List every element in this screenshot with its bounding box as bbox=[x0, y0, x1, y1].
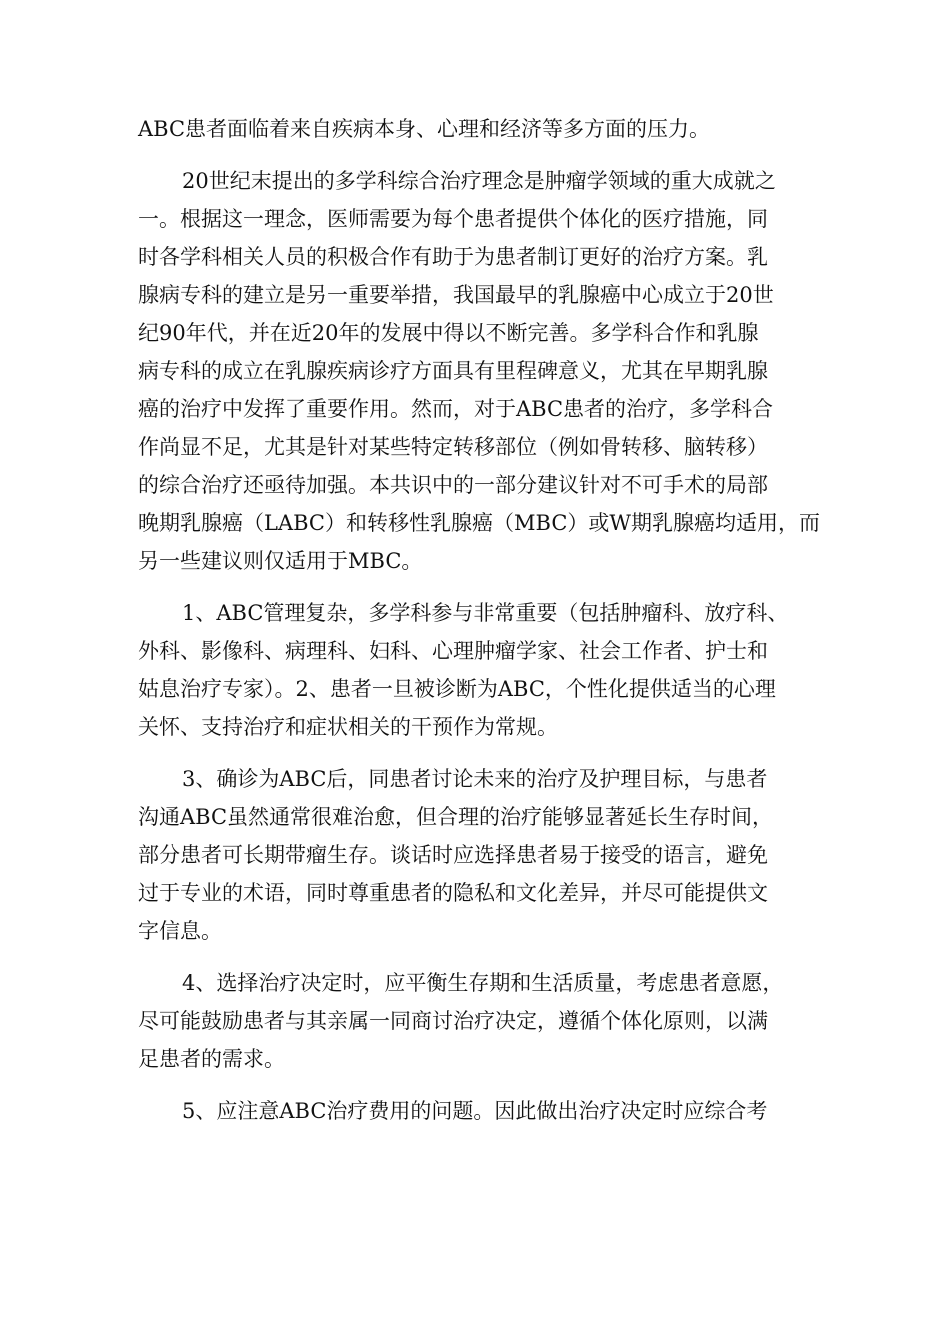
text-line: 3、确诊为ABC后，同患者讨论未来的治疗及护理目标，与患者 bbox=[182, 767, 768, 791]
text-line: 另一些建议则仅适用于MBC。 bbox=[138, 549, 423, 573]
text-line: 晚期乳腺癌（LABC）和转移性乳腺癌（MBC）或W期乳腺癌均适用，而 bbox=[138, 511, 820, 535]
paragraph-0 bbox=[138, 110, 816, 148]
text-line: 外科、影像科、病理科、妇科、心理肿瘤学家、社会工作者、护士和 bbox=[138, 639, 768, 663]
paragraph-1 bbox=[138, 162, 820, 580]
text-line: 尽可能鼓励患者与其亲属一同商讨治疗决定，遵循个体化原则，以满 bbox=[138, 1009, 768, 1033]
text-line: 作尚显不足，尤其是针对某些特定转移部位（例如骨转移、脑转移） bbox=[138, 435, 768, 459]
text-line: 1、ABC管理复杂，多学科参与非常重要（包括肿瘤科、放疗科、 bbox=[182, 601, 789, 625]
text-line: 的综合治疗还亟待加强。本共识中的一部分建议针对不可手术的局部 bbox=[138, 473, 768, 497]
text-line: 腺病专科的建立是另一重要举措，我国最早的乳腺癌中心成立于20世 bbox=[138, 283, 774, 307]
text-line: ABC患者面临着来自疾病本身、心理和经济等多方面的压力。 bbox=[138, 117, 711, 141]
text-line: 过于专业的术语，同时尊重患者的隐私和文化差异，并尽可能提供文 bbox=[138, 881, 768, 905]
text-line: 20世纪末提出的多学科综合治疗理念是肿瘤学领域的重大成就之 bbox=[182, 169, 776, 193]
text-line: 时各学科相关人员的积极合作有助于为患者制订更好的治疗方案。乳 bbox=[138, 245, 768, 269]
text-line: 足患者的需求。 bbox=[138, 1047, 285, 1071]
text-line: 一。根据这一理念，医师需要为每个患者提供个体化的医疗措施，同 bbox=[138, 207, 768, 231]
document-body bbox=[138, 110, 820, 1130]
text-line: 纪90年代，并在近20年的发展中得以不断完善。多学科合作和乳腺 bbox=[138, 321, 759, 345]
text-line: 关怀、支持治疗和症状相关的干预作为常规。 bbox=[138, 715, 558, 739]
text-line: 部分患者可长期带瘤生存。谈话时应选择患者易于接受的语言，避免 bbox=[138, 843, 768, 867]
text-line: 字信息。 bbox=[138, 919, 222, 943]
text-line: 姑息治疗专家）。2、患者一旦被诊断为ABC，个性化提供适当的心理 bbox=[138, 677, 776, 701]
paragraph-5 bbox=[138, 1092, 816, 1130]
paragraph-3 bbox=[138, 760, 816, 950]
text-line: 沟通ABC虽然通常很难治愈，但合理的治疗能够显著延长生存时间， bbox=[138, 805, 774, 829]
paragraph-2 bbox=[138, 594, 816, 746]
text-line: 癌的治疗中发挥了重要作用。然而，对于ABC患者的治疗，多学科合 bbox=[138, 397, 774, 421]
text-line: 病专科的成立在乳腺疾病诊疗方面具有里程碑意义，尤其在早期乳腺 bbox=[138, 359, 768, 383]
text-line: 5、应注意ABC治疗费用的问题。因此做出治疗决定时应综合考 bbox=[182, 1099, 768, 1123]
text-line: 4、选择治疗决定时，应平衡生存期和生活质量，考虑患者意愿， bbox=[182, 971, 784, 995]
paragraph-4 bbox=[138, 964, 816, 1078]
